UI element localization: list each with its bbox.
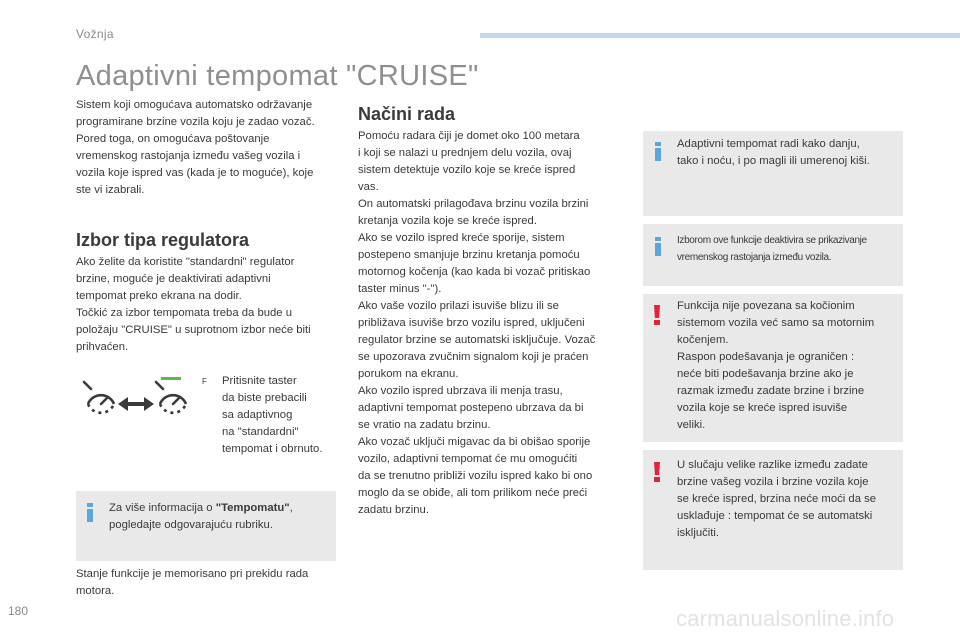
memo-paragraph: [76, 566, 346, 600]
watermark: carmanualsonline.info: [676, 606, 895, 631]
text-line: tako i noću, i po magli ili umerenoj kiši.: [677, 155, 870, 167]
text-line: motora.: [76, 585, 115, 597]
text-line: vremenskog rastojanja između vozila.: [677, 252, 832, 263]
text-line: taster minus "-").: [358, 283, 442, 295]
text-line: brzine, moguće je deaktivirati adaptivni: [76, 273, 271, 285]
info-box-text: [109, 500, 334, 534]
text-line: pogledajte odgovarajuću rubriku.: [109, 519, 273, 531]
text-line: Pomoću radara čiji je domet oko 100 metara: [358, 130, 580, 142]
text-line: sistem detektuje vozilo koje se kreće ispred: [358, 164, 576, 176]
text-line: se kreće ispred, brzina neće moći da se: [677, 493, 877, 505]
warning-box-speed-difference: [643, 450, 903, 570]
text-line: Ako vaše vozilo prilazi isuviše blizu ili se: [358, 300, 559, 312]
page-title: Adaptivni tempomat "CRUISE": [76, 60, 479, 92]
text-line: regulator brzine se automatski isključuje. Vozač: [358, 334, 596, 346]
section-label: Vožnja: [76, 27, 114, 41]
text-line: položaju "CRUISE" u suprotnom izbor neće biti: [76, 324, 311, 336]
intro-paragraph: [76, 97, 346, 199]
text-line: Raspon podešavanja je ograničen :: [677, 351, 855, 363]
text-line: brzine vašeg vozila i brzine vozila koje: [677, 476, 869, 488]
text-line: da se trenutno približi vozilu ispred kako bi ono: [358, 470, 593, 482]
text-line: postepeno smanjuje brzinu kretanja pomoću: [358, 249, 580, 261]
text-line: Sistem koji omogućava automatsko održavanje: [76, 99, 313, 111]
text-line: Funkcija nije povezana sa kočionim: [677, 300, 855, 312]
text-line: Ako vozač uključi migavac da bi obišao sporije: [358, 436, 591, 448]
link-text: "Tempomatu": [215, 502, 290, 514]
info-box-tempomat: [76, 491, 336, 561]
warning-icon: [653, 462, 661, 482]
warning-box-text: [677, 298, 901, 434]
text-line: se vratio na zadatu brzinu.: [358, 419, 491, 431]
text-line: vozila koje ispred vas (kada je to moguće), koje: [76, 167, 314, 179]
text-line: sistemom vozila već samo sa motornim: [677, 317, 875, 329]
text-line: Ako vozilo ispred ubrzava ili menja trasu,: [358, 385, 563, 397]
text-line: moglo da se obiđe, ali tom prilikom neće preći: [358, 487, 588, 499]
text-line: tempomat i obrnuto.: [222, 443, 323, 455]
izbor-paragraph: [76, 254, 346, 356]
text-segment: Za više informacija o: [109, 502, 216, 514]
header-accent-bar: [480, 33, 960, 38]
text-line: zadatu brzinu.: [358, 504, 429, 516]
text-line: vas.: [358, 181, 379, 193]
text-line: se upozorava zvučnim signalom koji je praćen: [358, 351, 589, 363]
text-line: Adaptivni tempomat radi kako danju,: [677, 138, 860, 150]
text-line: na "standardni": [222, 426, 299, 438]
text-line: vozilo, adaptivni tempomat će mu omogućiti: [358, 453, 578, 465]
regulator-switch-illustration: [80, 374, 188, 420]
text-line: programirane brzine vozila koju je zadao vozač.: [76, 116, 315, 128]
nacini-paragraph: [358, 128, 633, 519]
info-icon: [87, 503, 93, 522]
text-line: Stanje funkcije je memorisano pri prekidu rada: [76, 568, 309, 580]
info-box-text: [677, 136, 899, 170]
info-icon: [655, 237, 661, 256]
text-line: [109, 500, 334, 517]
speedometer-distance-icon: [156, 377, 186, 413]
press-instruction: [222, 373, 342, 458]
text-line: Pritisnite taster: [222, 375, 297, 387]
text-line: adaptivni tempomat postepeno ubrzava da bi: [358, 402, 584, 414]
text-line: motornog kočenja (kao kada bi vozač pritiskao: [358, 266, 591, 278]
text-line: Točkić za izbor tempomata treba da bude u: [76, 307, 293, 319]
double-arrow-icon: [118, 397, 154, 411]
text-line: usklađuje : tempomat će se automatski: [677, 510, 873, 522]
text-line: vremenskog rastojanja između vašeg vozila i: [76, 150, 301, 162]
text-segment: ,: [289, 502, 293, 514]
text-line: sa adaptivnog: [222, 409, 293, 421]
nacini-heading: Načini rada: [358, 104, 456, 124]
info-icon: [655, 142, 661, 161]
text-line: kočenjem.: [677, 334, 729, 346]
text-line: Izborom ove funkcije deaktivira se prikazivanje: [677, 235, 867, 246]
text-line: vozila koje se kreće ispred isuviše: [677, 402, 848, 414]
text-line: približava isuviše brzo vozilu ispred, uključeni: [358, 317, 585, 329]
text-line: razmak između zadate brzine i brzine: [677, 385, 865, 397]
text-line: neće biti podešavanja brzine ako je: [677, 368, 854, 380]
warning-icon: [653, 305, 661, 325]
text-line: prihvaćen.: [76, 341, 129, 353]
text-line: veliki.: [677, 419, 706, 431]
text-line: i koji se nalazi u prednjem delu vozila, ovaj: [358, 147, 572, 159]
text-line: tempomat preko ekrana na dodir.: [76, 290, 242, 302]
text-line: Ako se vozilo ispred kreće sporije, sistem: [358, 232, 565, 244]
text-line: ste vi izabrali.: [76, 184, 145, 196]
info-box-text: [677, 232, 901, 266]
warning-box-braking: [643, 294, 903, 442]
text-line: Pored toga, on omogućava poštovanje: [76, 133, 270, 145]
izbor-heading: Izbor tipa regulatora: [76, 230, 250, 250]
bullet-marker: F: [202, 377, 207, 386]
text-line: U slučaju velike razlike između zadate: [677, 459, 868, 471]
page-number: 180: [8, 604, 29, 618]
info-box-deactivation: [643, 224, 903, 286]
info-box-conditions: [643, 131, 903, 216]
text-line: Ako želite da koristite "standardni" regulator: [76, 256, 295, 268]
text-line: da biste prebacili: [222, 392, 307, 404]
text-line: porukom na ekranu.: [358, 368, 459, 380]
text-line: isključiti.: [677, 527, 720, 539]
speedometer-icon: [84, 382, 114, 413]
text-line: On automatski prilagođava brzinu vozila brzini: [358, 198, 589, 210]
warning-box-text: [677, 457, 901, 542]
text-line: kretanja vozila koje se kreće ispred.: [358, 215, 537, 227]
